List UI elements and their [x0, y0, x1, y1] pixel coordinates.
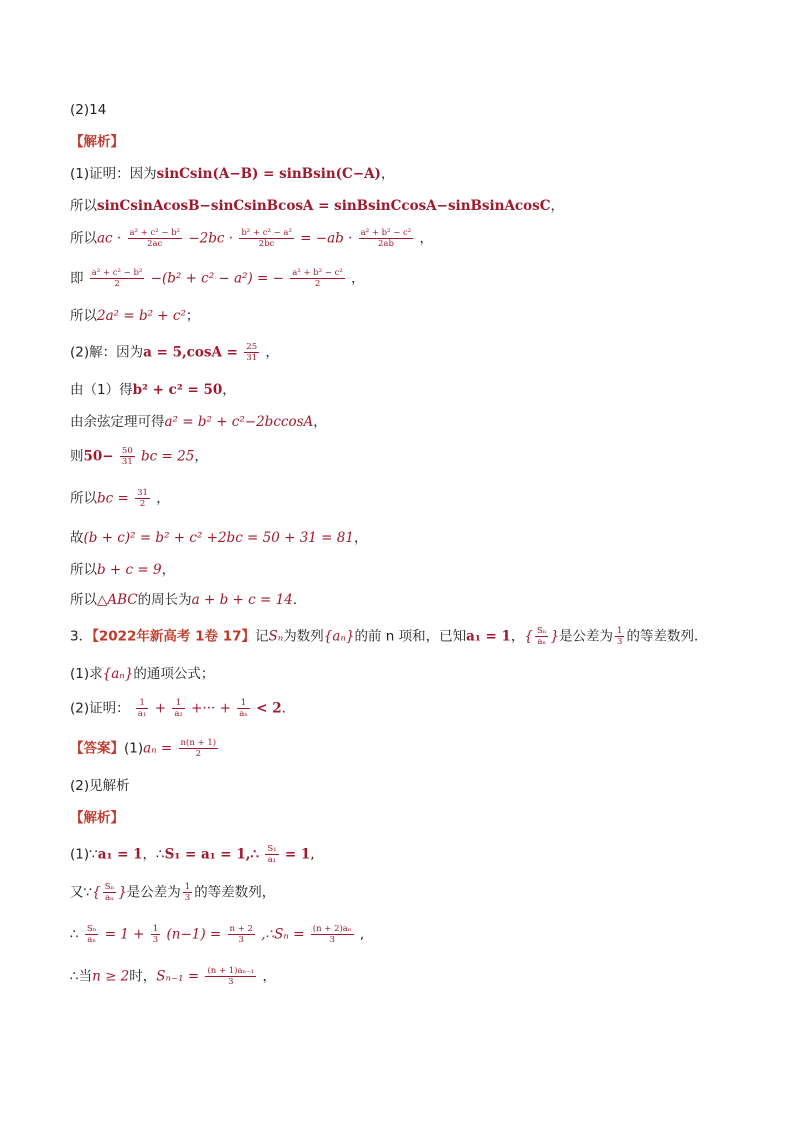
- fraction: $\frac{\text{S₁}}{\text{a₁}}$: [267, 844, 277, 865]
- text: 记: [255, 628, 269, 645]
- math: b + c = 9: [97, 562, 162, 578]
- text: 所以: [70, 230, 97, 247]
- fraction: $\frac{\text{a² + c² − b²}}{2}$: [91, 268, 143, 289]
- math: ac ·: [97, 230, 122, 247]
- math: (n−1) =: [166, 926, 222, 943]
- math: △ABC: [97, 592, 138, 608]
- text: ，∴: [142, 846, 165, 863]
- solution-line-8: [70, 590, 297, 610]
- fraction: $\frac{n(n + 1)}{2}$: [180, 738, 217, 759]
- proof-line-5: [70, 306, 199, 326]
- text: 即: [70, 270, 84, 287]
- fraction: $\frac{\text{(n + 2)aₙ}}{3}$: [312, 924, 352, 945]
- math: 2a² = b² + c²: [97, 308, 186, 324]
- text: 的通项公式；: [133, 666, 215, 682]
- text: (2)解：因为: [70, 344, 144, 361]
- text: ，: [262, 968, 276, 985]
- text: 是公差为: [126, 884, 181, 901]
- problem-3-part1: [70, 664, 214, 684]
- text: 由余弦定理可得: [70, 414, 165, 430]
- fraction: $\frac{\text{a² + c² − b²}}{2ac}$: [129, 228, 181, 249]
- text: 故: [70, 530, 84, 546]
- math: sinCsinAcosB−sinCsinBcosA = sinBsinCcosA−sinBsinAcosC: [97, 198, 551, 214]
- math: +: [154, 700, 167, 717]
- text: 的周长为: [137, 592, 192, 608]
- math: bc = 25: [141, 448, 195, 465]
- fraction: $\frac{\text{Sₙ}}{\text{aₙ}}$: [86, 924, 97, 945]
- text: ，: [222, 382, 236, 398]
- problem-3-part2: [70, 698, 286, 719]
- text: 的等差数列，: [194, 884, 276, 901]
- fraction: $\frac{1}{\text{aₙ}}$: [239, 698, 248, 719]
- text: ,: [359, 926, 365, 943]
- math: 50−: [83, 448, 114, 465]
- fraction: $\frac{31}{2}$: [137, 488, 148, 509]
- text: 的前 n 项和，已知: [354, 628, 467, 645]
- text: 所以: [70, 592, 97, 608]
- fraction: $\frac{1}{\text{a₂}}$: [174, 698, 183, 719]
- text: 又∵: [70, 884, 93, 901]
- math: b² + c² = 50: [132, 382, 223, 398]
- math: a₁ = 1: [97, 846, 143, 863]
- solution-line-4: [70, 446, 208, 467]
- answer-part2-line: [70, 776, 130, 796]
- text: ，: [313, 414, 327, 430]
- heading: 【解析】: [70, 810, 124, 826]
- fraction: $\frac{1}{3}$: [184, 882, 191, 903]
- problem-source: 【2022年新高考 1卷 17】: [92, 628, 255, 645]
- proof-line-3: [70, 228, 433, 249]
- analysis2-line-4: [70, 966, 276, 987]
- solution-line-7: [70, 560, 175, 580]
- fraction: $\frac{\text{a² + b² − c²}}{2ab}$: [360, 228, 412, 249]
- math: Sₙ₋₁ =: [156, 968, 200, 985]
- text: ，: [510, 628, 525, 645]
- heading: 【解析】: [70, 134, 124, 150]
- math: −2bc ·: [188, 230, 234, 247]
- fraction: $\frac{n + 2}{3}$: [229, 924, 253, 945]
- math: ,∴Sₙ =: [261, 926, 305, 943]
- math: aₙ =: [143, 740, 173, 757]
- text: (1)证明：因为: [70, 166, 157, 182]
- math: +··· +: [191, 700, 231, 717]
- text: ，: [419, 230, 433, 247]
- fraction: $\frac{\text{b² + c² − a²}}{2bc}$: [241, 228, 292, 249]
- text: .: [292, 592, 298, 608]
- text: 是公差为: [559, 628, 614, 645]
- math: = 1: [284, 846, 311, 863]
- math: sinCsin(A−B) = sinBsin(C−A): [156, 166, 381, 182]
- fraction: $\frac{25}{31}$: [246, 342, 258, 363]
- problem-number: 3．: [70, 628, 93, 645]
- problem-3-stem: 3．【2022年新高考 1卷 17】记Sₙ为数列{aₙ}的前 n 项和，已知a₁ = 1，{ $\frac{\text{Sₙ}}{\text{aₙ}}$ }是公差为 $\frac{1}{3}$ 的等差数列．: [70, 626, 708, 647]
- solution-line-1: [70, 342, 279, 363]
- fraction: $\frac{\text{(n + 1)aₙ₋₁}}{3}$: [207, 966, 255, 987]
- text: 为数列: [283, 628, 324, 645]
- text: ，: [156, 490, 170, 507]
- text: (2)见解析: [70, 778, 130, 794]
- proof-line-1: [70, 164, 394, 184]
- text: 所以: [70, 308, 97, 324]
- math: S₁ = a₁ = 1,∴: [164, 846, 260, 863]
- math: Sₙ: [268, 628, 284, 645]
- text: ；: [185, 308, 200, 324]
- text: (1)∵: [70, 846, 98, 863]
- text: ，: [351, 270, 365, 287]
- text: 所以: [70, 490, 97, 507]
- solution-line-5: [70, 488, 170, 509]
- math: bc =: [97, 490, 129, 507]
- solution-line-6: [70, 528, 367, 548]
- analysis2-line-1: [70, 844, 315, 865]
- math: n ≥ 2: [92, 968, 130, 985]
- math: −(b² + c² − a²) = −: [150, 270, 284, 287]
- math: (b + c)² = b² + c² +2bc = 50 + 31 = 81: [83, 530, 354, 546]
- text: 所以: [70, 562, 97, 578]
- text: ∴: [70, 926, 79, 943]
- answer-part2: [70, 100, 106, 120]
- math: a = 5,cosA =: [143, 344, 238, 361]
- text: 所以: [70, 198, 97, 214]
- text: 由（1）得: [70, 382, 133, 398]
- text: ，: [380, 166, 395, 182]
- text: (1): [124, 740, 144, 757]
- proof-line-2: [70, 196, 564, 216]
- answer-line: [70, 738, 220, 759]
- analysis2-line-2: 又∵{ $\frac{\text{Sₙ}}{\text{aₙ}}$ }是公差为 $\frac{1}{3}$ 的等差数列，: [70, 882, 276, 903]
- math: < 2: [256, 700, 282, 717]
- proof-line-4: [70, 268, 365, 289]
- fraction: $\frac{1}{3}$: [617, 626, 623, 647]
- text: ∴当: [70, 968, 93, 985]
- fraction: $\frac{\text{a² + b² − c²}}{2}$: [292, 268, 343, 289]
- fraction: $\frac{1}{3}$: [152, 924, 159, 945]
- math: = 1 +: [104, 926, 145, 943]
- math: a₁ = 1: [466, 628, 511, 645]
- math: {aₙ}: [323, 628, 355, 645]
- analysis2-line-3: [70, 924, 364, 945]
- text: ,: [310, 846, 315, 863]
- math: a + b + c = 14: [191, 592, 293, 608]
- text: (2)证明：: [70, 700, 130, 717]
- text: .: [281, 700, 286, 717]
- text: (1)求: [70, 666, 103, 682]
- text: ，: [161, 562, 176, 578]
- answer-label: 【答案】: [70, 740, 124, 757]
- math: {aₙ}: [102, 666, 134, 682]
- text: 的等差数列．: [626, 628, 708, 645]
- solution-line-2: [70, 380, 236, 400]
- text: 则: [70, 448, 84, 465]
- fraction: $\frac{\text{Sₙ}}{\text{aₙ}}$: [104, 882, 115, 903]
- text: ，: [353, 530, 368, 546]
- text: (2)14: [70, 102, 107, 118]
- text: ，: [265, 344, 279, 361]
- text: ，: [194, 448, 208, 465]
- fraction: $\frac{\text{Sₙ}}{\text{aₙ}}$: [536, 626, 547, 647]
- analysis-heading: [70, 132, 124, 152]
- solution-line-3: [70, 412, 327, 432]
- analysis-heading-2: [70, 808, 124, 828]
- fraction: $\frac{50}{31}$: [121, 446, 133, 467]
- text: ，: [550, 198, 565, 214]
- fraction: $\frac{1}{\text{a₁}}$: [137, 698, 147, 719]
- math: = −ab ·: [300, 230, 353, 247]
- math: a² = b² + c²−2bccosA: [164, 414, 314, 430]
- text: 时，: [129, 968, 157, 985]
